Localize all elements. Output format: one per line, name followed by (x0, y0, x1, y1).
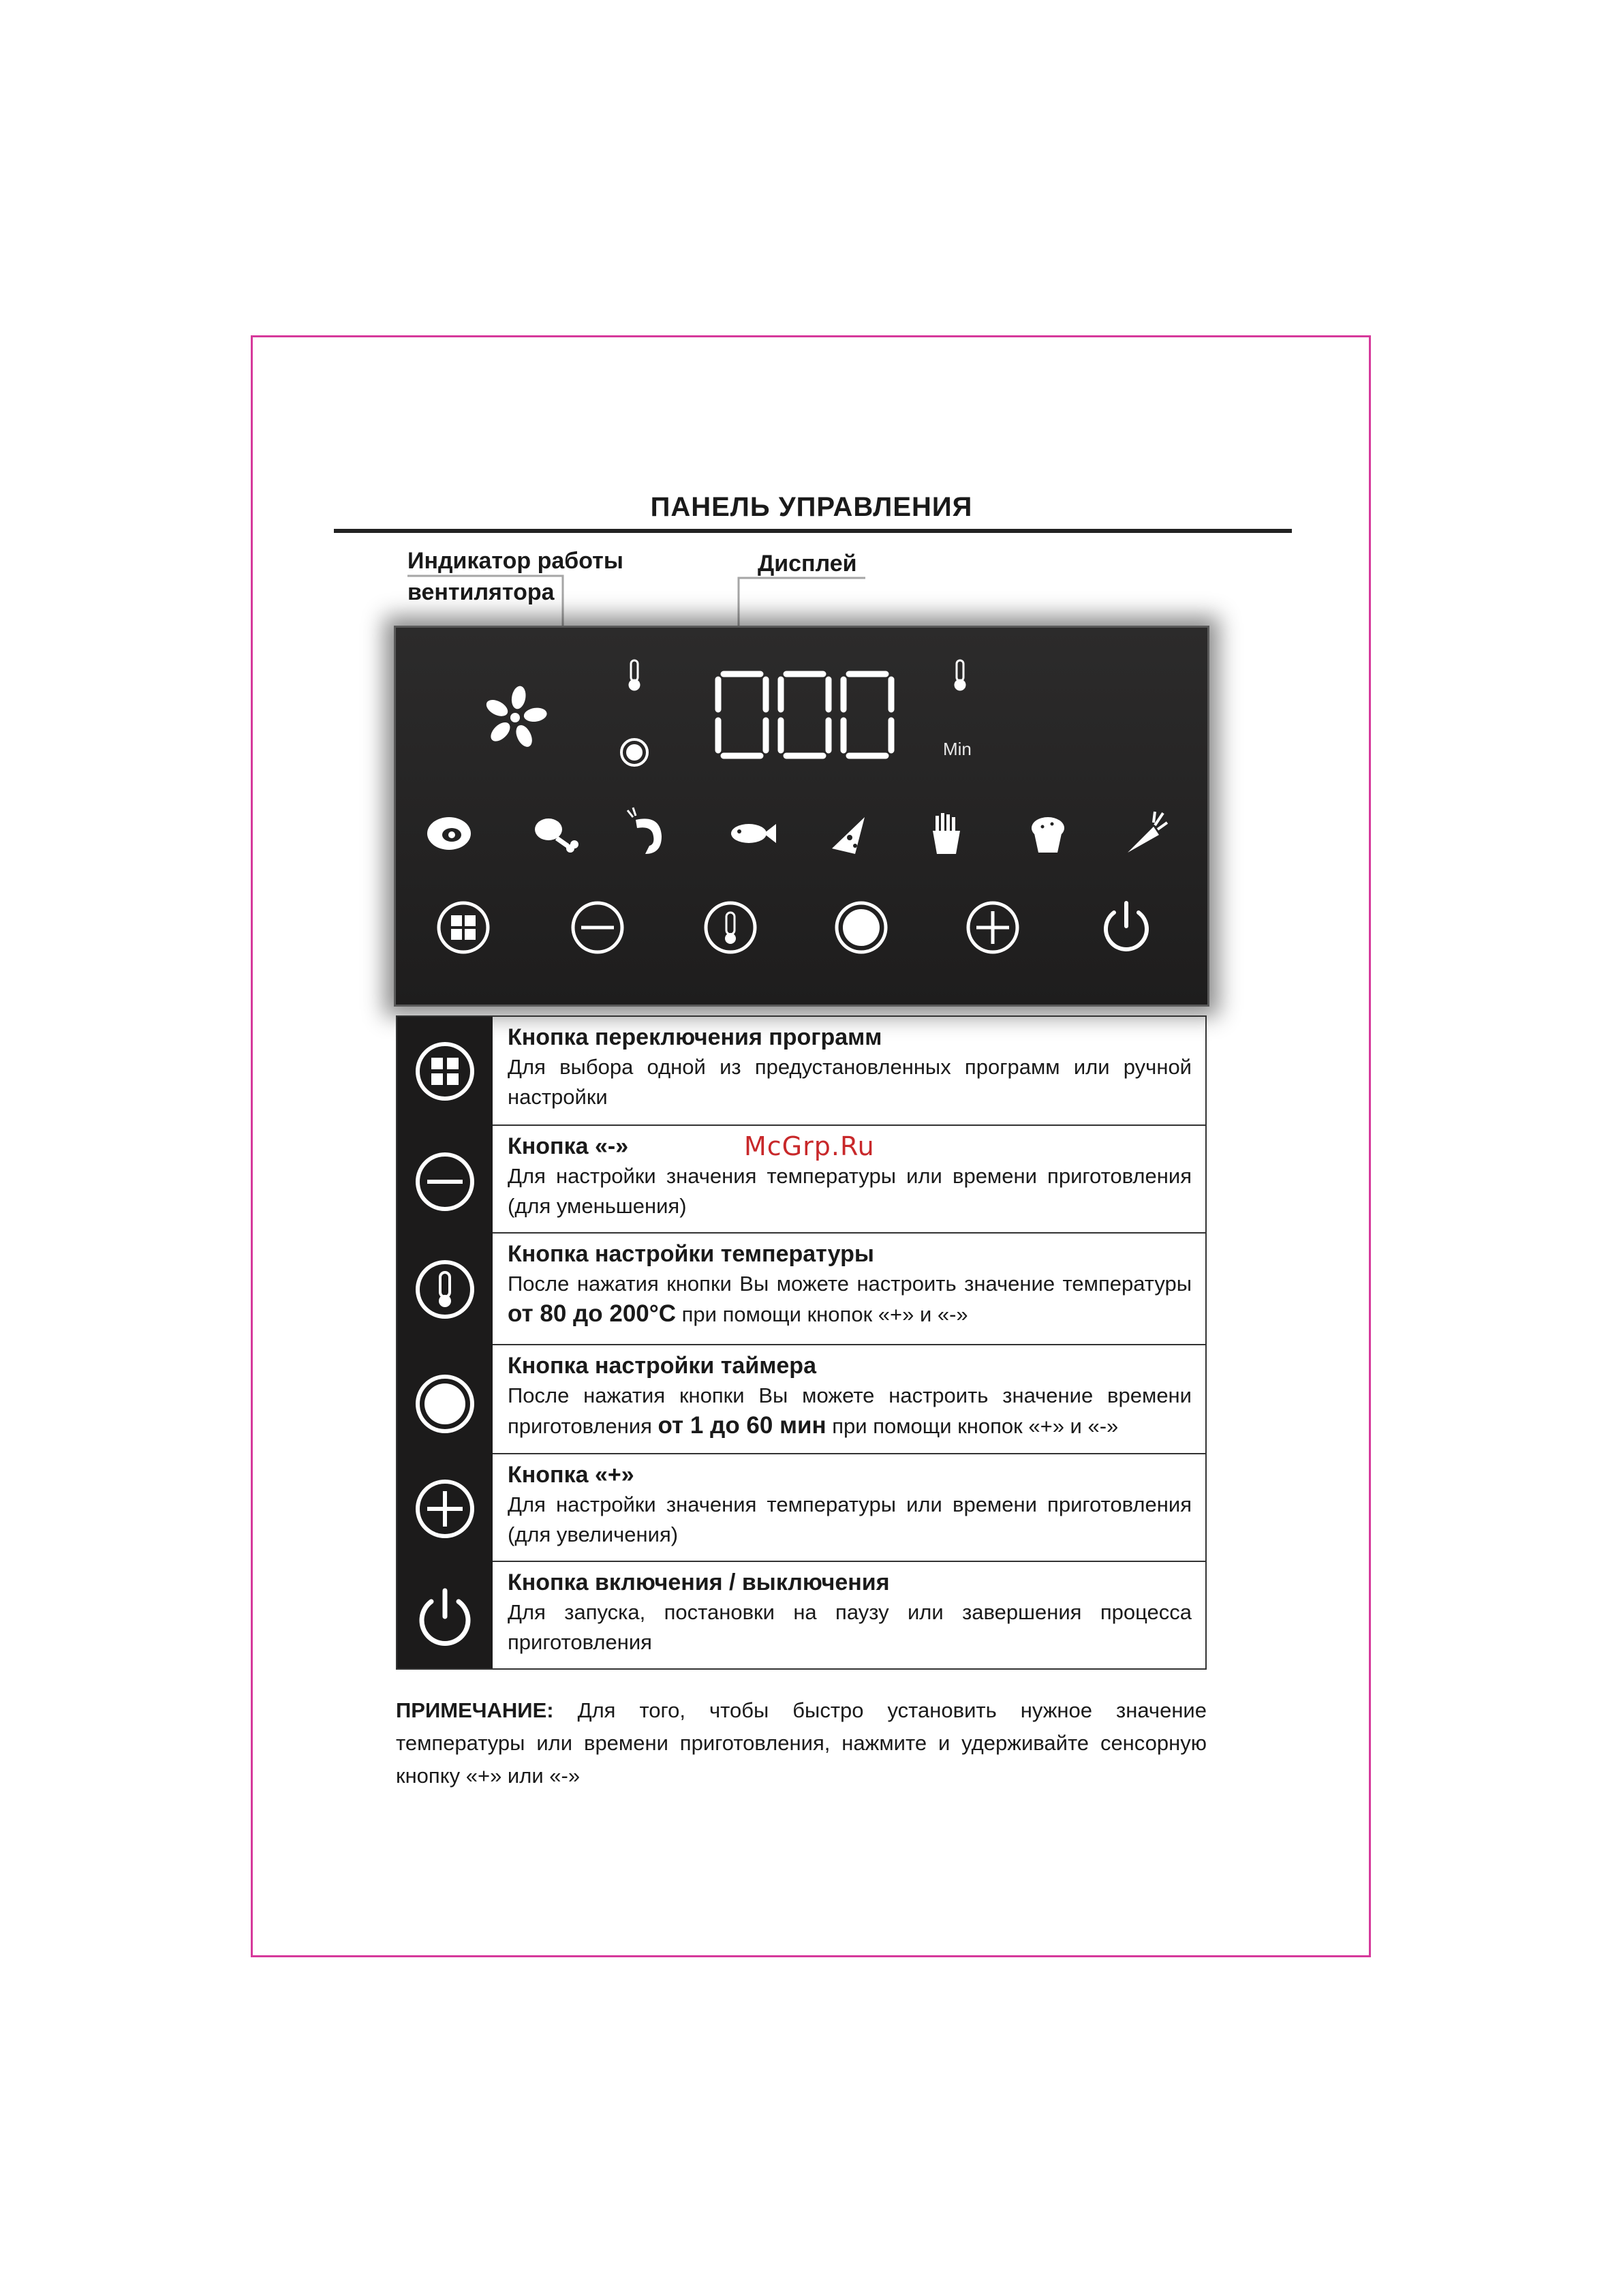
min-label: Min (943, 739, 972, 759)
row-title: Кнопка настройки таймера (508, 1353, 816, 1379)
table-row (493, 1454, 1205, 1562)
program-button[interactable] (439, 903, 488, 952)
temperature-button[interactable] (706, 903, 755, 952)
row-description: Для запуска, постановки на паузу или завершения процесса приготовления (508, 1600, 1192, 1654)
row-description-part: при помощи кнопок «+» и «-» (676, 1302, 968, 1326)
chicken-leg-icon (535, 818, 578, 853)
row-title: Кнопка включения / выключения (508, 1570, 890, 1595)
note-label: ПРИМЕЧАНИЕ: (396, 1698, 554, 1722)
row-description: Для настройки значения температуры или времени приготовления (для увеличения) (508, 1493, 1192, 1546)
fries-icon (933, 813, 960, 854)
table-row (493, 1234, 1205, 1345)
row-title: Кнопка «-» (508, 1133, 629, 1159)
note-text: Для того, чтобы быстро установить нужное значение температуры или времени приготовления, нажмите и удерживайте сенсорную кнопку «+» или «-» (396, 1698, 1207, 1788)
row-description: Для выбора одной из предустановленных программ или ручной настройки (508, 1055, 1192, 1109)
pizza-icon (832, 817, 865, 854)
thermometer-indicator-icon (630, 660, 639, 690)
row-description (508, 1269, 1192, 1330)
display-value (709, 668, 720, 675)
plus-icon (397, 1454, 493, 1562)
minus-icon (397, 1126, 493, 1234)
fan-indicator-callout (407, 545, 623, 608)
row-description-part: После нажатия кнопки Вы можете настроить значение температуры (508, 1272, 1192, 1296)
thermometer-min-icon (955, 660, 965, 690)
watermark: McGrp.Ru (744, 1131, 875, 1161)
time-range: от 1 до 60 мин (658, 1412, 826, 1439)
row-description (508, 1381, 1192, 1441)
steak-icon (427, 817, 471, 850)
note (396, 1694, 1207, 1792)
plus-button[interactable] (968, 903, 1017, 952)
thermometer-icon (397, 1234, 493, 1345)
timer-icon (397, 1345, 493, 1454)
table-row (493, 1345, 1205, 1454)
muffin-icon (1032, 817, 1064, 853)
shrimp-icon (628, 808, 662, 854)
fan-indicator-callout-line1: Индикатор работы (407, 548, 623, 574)
table-row (493, 1562, 1205, 1668)
row-title: Кнопка переключения программ (508, 1024, 882, 1050)
temperature-range: от 80 до 200°С (508, 1300, 677, 1327)
title-divider (334, 529, 1292, 533)
row-description-part: После нажатия кнопки Вы можете настроить значение времени приготовления (508, 1383, 1192, 1438)
minus-button[interactable] (573, 903, 622, 952)
power-icon (397, 1562, 493, 1668)
timer-indicator-icon (621, 739, 647, 765)
fish-icon (731, 824, 776, 843)
display-digits (718, 674, 891, 756)
row-title: Кнопка настройки температуры (508, 1241, 874, 1267)
display-callout: Дисплей (758, 551, 857, 577)
fan-icon (484, 685, 548, 750)
row-description: Для настройки значения температуры или времени приготовления (для уменьшения) (508, 1164, 1192, 1218)
carrot-icon (1128, 812, 1167, 853)
table-row (493, 1017, 1205, 1126)
control-panel (394, 626, 1209, 1007)
buttons-table (396, 1015, 1207, 1670)
row-description-part: при помощи кнопок «+» и «-» (826, 1414, 1119, 1438)
grid-icon (397, 1017, 493, 1126)
row-title: Кнопка «+» (508, 1462, 634, 1488)
power-button[interactable] (1106, 903, 1147, 949)
page-title: ПАНЕЛЬ УПРАВЛЕНИЯ (650, 492, 973, 522)
fan-indicator-callout-line2: вентилятора (407, 579, 555, 605)
timer-button[interactable] (837, 903, 886, 952)
